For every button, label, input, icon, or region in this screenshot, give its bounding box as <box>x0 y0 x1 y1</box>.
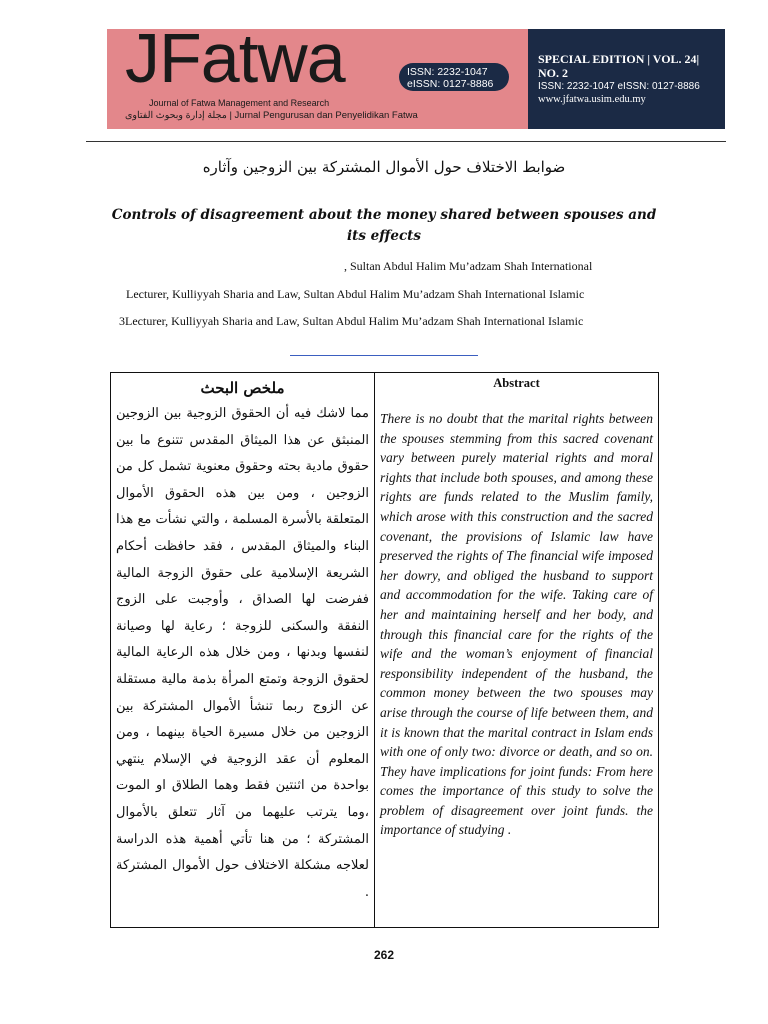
issn-badge <box>399 63 509 91</box>
abstract-heading-arabic: ملخص البحث <box>200 379 285 397</box>
abstract-heading-english: Abstract <box>493 376 540 390</box>
journal-name-en: Journal of Fatwa Management and Research <box>149 98 330 108</box>
abstract-text-arabic: مما لاشك فيه أن الحقوق الزوجية بين الزوجين المنبثق عن هذا الميثاق المقدس تتنوع ما بين حقوق مادية بحته وحقوق معنوية تشمل كل من الزوجين ، ومن بين هذه الحقوق الأموال المتعلقة بالأسرة المسلمة ، والتي نشأت مع هذا البناء والميثاق المقدس ، فقد حافظت أحكام الشريعة الإسلامية على حقوق الزوجة المالية ففرضت لها الصداق ، وأوجبت على الزوج النفقة والسكنى للزوجة ؛ رعاية لها وصيانة لنفسها وبدنها ، ومن خلال هذه الرعاية المالية لحقوق الزوجة وتمتع المرأة بذمة مالية مستقلة عن الزوج ربما تنشأ الأموال المشتركة بين الزوجين من خلال مسيرة الحياة بينهما ، ومن المعلوم أن عقد الزوجية في الإسلام ينتهي بواحدة من اثنتين فقط وهما الطلاق او الموت ،وما يترتب عليهما من آثار تتعلق بالأموال المشتركة ؛ من هنا تأتي أهمية هذه الدراسة لعلاجه مشكلة الاختلاف حول الأموال المشتركة . <box>116 406 369 900</box>
banner-info-panel <box>528 29 725 129</box>
affiliation-2: Lecturer, Kulliyyah Sharia and Law, Sultan Abdul Halim Mu’adzam Shah International Islamic <box>126 287 585 301</box>
title-english: Controls of disagreement about the money shared between spouses and its effects <box>111 207 657 244</box>
journal-website[interactable]: www.jfatwa.usim.edu.my <box>538 94 646 105</box>
banner-logo-panel <box>107 29 528 129</box>
affiliation-3: 3Lecturer, Kulliyyah Sharia and Law, Sultan Abdul Halim Mu’adzam Shah International Islamic <box>119 314 584 328</box>
abstract-arabic-column <box>111 373 374 906</box>
header-rule <box>86 141 726 142</box>
page-number: 262 <box>373 948 395 962</box>
journal-name-sub <box>125 110 418 121</box>
abstract-text-english: There is no doubt that the marital rights between the spouses stemming from this sacred covenant vary between purely material rights and moral rights that include both spouses, and among these rights are funds related to the Muslim family, which arose with this construction and the sacred covenant, the provisions of Islamic law have preserved the rights of The financial wife imposed her dowry, and obliged the husband to support and accommodation for the wife. Taking care of her and maintaining herself and her body, and through this financial care for the rights of the wife and the woman’s enjoyment of financial responsibility independent of the husband, the common money between the two spouses may arise through the course of life between them, and it is known that the marital contract in Islam ends with one of only two: divorce or death, and so on. They have implications for joint funds: From here comes the importance of this study to solve the problem of disagreement over joint funds. the importance of studying . <box>380 411 653 838</box>
title-arabic: ضوابط الاختلاف حول الأموال المشتركة بين الزوجين وآثاره <box>202 158 566 176</box>
issn-line: ISSN: 2232-1047 eISSN: 0127-8886 <box>538 81 700 92</box>
journal-name-ar: مجلة إدارة وبحوث الفتاوى <box>125 110 227 121</box>
abstract-english-column <box>375 373 658 840</box>
journal-name-ms: Jurnal Pengurusan dan Penyelidikan Fatwa <box>234 110 418 121</box>
abstract-table <box>110 372 659 928</box>
issn-text: ISSN: 2232-1047 <box>407 66 488 78</box>
journal-name-separator: | <box>229 110 235 121</box>
email-link-underline[interactable] <box>290 355 478 356</box>
eissn-text: eISSN: 0127-8886 <box>407 78 494 90</box>
special-edition: SPECIAL EDITION | VOL. 24| NO. 2 <box>538 52 700 80</box>
journal-logo: JFatwa <box>125 29 345 97</box>
journal-banner <box>107 29 725 129</box>
affiliation-1: , Sultan Abdul Halim Mu’adzam Shah International <box>344 259 593 273</box>
